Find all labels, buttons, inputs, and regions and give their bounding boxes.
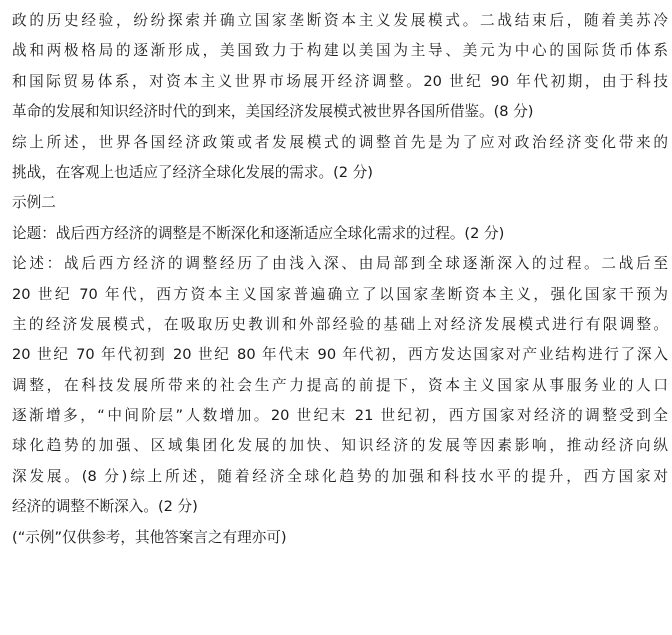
text-line: 主的经济发展模式，在吸取历史教训和外部经验的基础上对经济发展模式进行有限调整。 [12, 315, 668, 333]
section-heading: 示例二 [12, 194, 56, 212]
text-line: 论述：战后西方经济的调整经历了由浅入深、由局部到全球逐渐深入的过程。二战后至 [12, 255, 668, 273]
text-line: 政的历史经验，纷纷探索并确立国家垄断资本主义发展模式。二战结束后，随着美苏冷 [12, 12, 668, 29]
text-line: 和国际贸易体系，对资本主义世界市场展开经济调整。20 世纪 90 年代初期，由于科技 [12, 72, 668, 90]
text-line: 20 世纪 70 年代，西方资本主义国家普遍确立了以国家垄断资本主义，强化国家干预为 [12, 285, 668, 303]
text-line: 逐渐增多，“中间阶层”人数增加。20 世纪末 21 世纪初，西方国家对经济的调整受到全 [12, 407, 668, 425]
footnote: (“示例”仅供参考，其他答案言之有理亦可) [12, 528, 287, 546]
text-line: 革命的发展和知识经济时代的到来，美国经济发展模式被世界各国所借鉴。(8 分) [12, 103, 534, 121]
text-line: 综上所述，世界各国经济政策或者发展模式的调整首先是为了应对政治经济变化带来的 [12, 133, 668, 151]
text-line: 经济的调整不断深入。(2 分) [12, 498, 198, 516]
text-line: 深发展。(8 分)综上所述，随着经济全球化趋势的加强和科技水平的提升，西方国家对 [12, 467, 668, 485]
thesis-line: 论题：战后西方经济的调整是不断深化和逐渐适应全球化需求的过程。(2 分) [12, 224, 505, 242]
text-line: 挑战，在客观上也适应了经济全球化发展的需求。(2 分) [12, 163, 373, 181]
text-line: 20 世纪 70 年代初到 20 世纪 80 年代末 90 年代初，西方发达国家对产业结构进行了深入 [12, 346, 668, 364]
text-line: 调整，在科技发展所带来的社会生产力提高的前提下，资本主义国家从事服务业的人口 [12, 376, 668, 394]
document-body [12, 6, 668, 553]
text-line: 球化趋势的加强、区域集团化发展的加快、知识经济的发展等因素影响，推动经济向纵 [12, 437, 668, 455]
text-line: 战和两极格局的逐渐形成，美国致力于构建以美国为主导、美元为中心的国际货币体系 [12, 42, 668, 60]
